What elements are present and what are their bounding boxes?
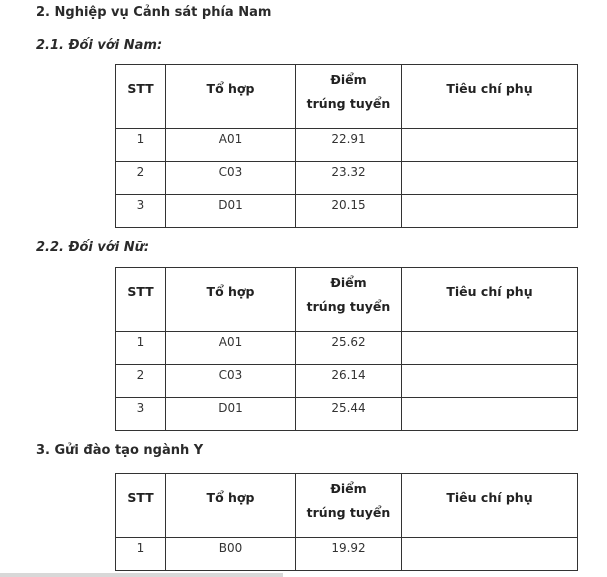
header-tieu-chi-phu: Tiêu chí phụ [402,65,578,129]
horizontal-scrollbar[interactable] [0,573,283,577]
score-table-female [115,267,578,431]
table-row: 1 B00 19.92 [116,538,578,571]
header-stt: STT [116,65,166,129]
section-2-2-title: 2.2. Đối với Nữ: [36,240,150,255]
table-row: 3 D01 25.44 [116,398,578,431]
header-diem-trung-tuyen: Điểm trúng tuyển [296,268,402,332]
section-2-1-title: 2.1. Đối với Nam: [36,38,163,53]
table-row: 2 C03 23.32 [116,162,578,195]
table-row: 1 A01 22.91 [116,129,578,162]
header-tieu-chi-phu: Tiêu chí phụ [402,474,578,538]
section-3-title: 3. Gửi đào tạo ngành Y [36,443,204,458]
table-row: 3 D01 20.15 [116,195,578,228]
table-row: 1 A01 25.62 [116,332,578,365]
header-tieu-chi-phu: Tiêu chí phụ [402,268,578,332]
header-to-hop: Tổ hợp [166,65,296,129]
table-header-row [116,268,578,332]
header-diem-trung-tuyen: Điểm trúng tuyển [296,65,402,129]
table-row: 2 C03 26.14 [116,365,578,398]
header-to-hop: Tổ hợp [166,268,296,332]
score-table-male [115,64,578,228]
header-to-hop: Tổ hợp [166,474,296,538]
section-2-title: 2. Nghiệp vụ Cảnh sát phía Nam [36,5,272,20]
score-table-medical [115,473,578,571]
header-stt: STT [116,268,166,332]
header-stt: STT [116,474,166,538]
table-header-row [116,474,578,538]
table-header-row [116,65,578,129]
header-diem-trung-tuyen: Điểm trúng tuyển [296,474,402,538]
